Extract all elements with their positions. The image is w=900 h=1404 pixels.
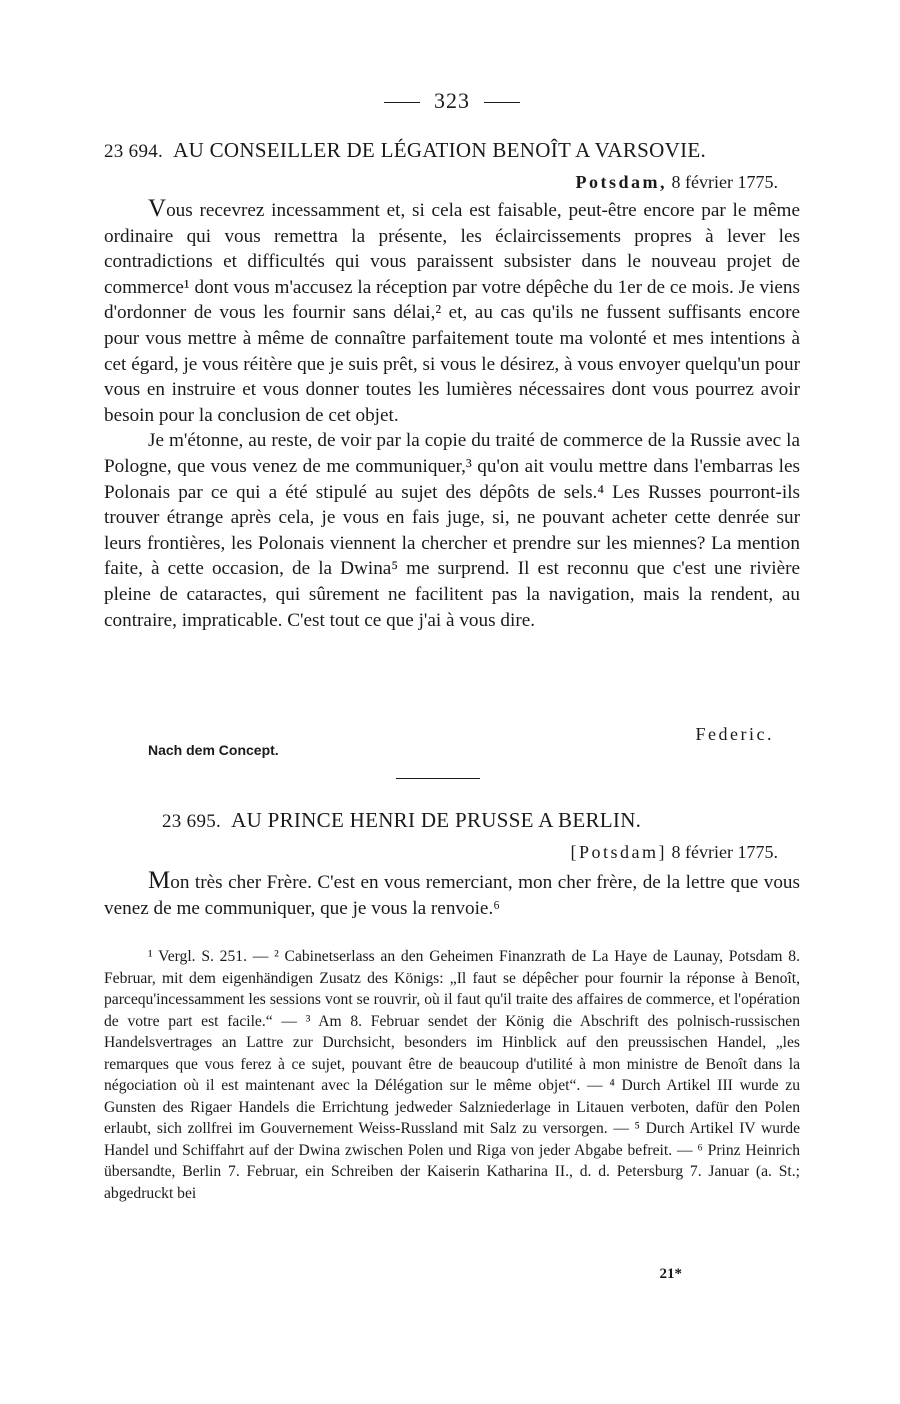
letter-title: AU PRINCE HENRI DE PRUSSE A BERLIN. [231,808,642,832]
paragraph-text: ous recevrez incessamment et, si cela est faisable, peut-être encore par le même ordinaire qui vous remettra la présente, les éclaircissements propres à lever les contradictions et difficultés qui vous paraissent subsister dans le nouveau projet de commerce¹ dont vous m'accusez la réception par votre dépêche du 1er de ce mois. Je viens d'ordonner de vous les fournir sans délai,² et, au cas qu'ils ne fussent suffisants encore pour vous mettre à même de connaître parfaitement toute ma volonté et mes intentions à cet égard, je vous réitère que je suis prêt, si vous le désirez, à vous envoyer quelqu'un pour vous en instruire et vous donner toutes les lumières nécessaires dont vous pourrez avoir besoin pour la conclusion de cet objet. [104,200,800,426]
header-rule-right [484,102,520,103]
signature-mark: 21* [659,1266,682,1282]
footnotes [104,946,800,1204]
letter-number: 23 694. [104,141,164,162]
letter-body [104,868,800,921]
paragraph-text: Je m'étonne, au reste, de voir par la copie du traité de commerce de la Russie avec la Pologne, que vous venez de me communiquer,³ qu'on ait voulu mettre dans l'embarras les Polonais par ce qui a été stipulé au sujet des dépôts de sels.⁴ Les Russes pourront-ils trouver étrange après cela, je vous en fais juge, si, ne pouvant acheter cette denrée sur leurs frontières, les Polonais viennent la chercher et prendre sur les miennes? La mention faite, à cette occasion, de la Dwina⁵ me surprend. Il est reconnu que c'est une rivière pleine de cataractes, qui sûrement ne facilitent pas la navigation, mais la rendent, au contraire, impraticable. C'est tout ce que j'ai à vous dire. [104,430,800,631]
header-rule-left [384,102,420,103]
letter-dateline [571,842,778,863]
dateline-date: 8 février 1775. [671,842,778,862]
dateline-place: Potsdam, [575,172,668,192]
page-number: 323 [434,88,470,113]
section-divider [396,778,480,779]
dateline-place: [Potsdam] [570,842,668,862]
dateline-date: 8 février 1775. [671,172,778,192]
footnote-text: ¹ Vergl. S. 251. — ² Cabinetserlass an den Geheimen Finanzrath de La Haye de Launay, Potsdam 8. Februar, mit dem eigenhändigen Zusatz des Königs: „Il faut se dépêcher pour fournir la réponse à Benoît, parcequ'incessamment les sessions vont se rouvrir, où il faut qu'il traite des affaires de commerce, et l'opération de votre part est facile.“ — ³ Am 8. Februar sendet der König die Abschrift des polnisch-russischen Handelsvertrages an Lattre zur Durchsicht, besonders im Hinblick auf den preussischen Handel, „les remarques que vous ferez à ce sujet, pouvant être de beaucoup d'utilité à mon ministre de Benoît dans la négociation où il est maintenant avec la Délégation sur le même objet“. — ⁴ Durch Artikel III wurde zu Gunsten des Rigaer Handels die Errichtung jedweder Salzniederlage in Litauen verboten, dafür den Polen erlaubt, sich zollfrei im Gouvernement Weiss-Russland mit Salz zu versorgen. — ⁵ Durch Artikel IV wurde Handel und Schiffahrt auf der Dwina zwischen Polen und Riga von jeder Abgabe befreit. — ⁶ Prinz Heinrich übersandte, Berlin 7. Februar, ein Schreiben der Kaiserin Katharina II., d. d. Petersburg 7. Januar (a. St.; abgedruckt bei [104,948,800,1202]
letter-signature: Federic. [695,724,774,744]
letter-heading [104,138,800,163]
paragraph-text: on très cher Frère. C'est en vous remerciant, mon cher frère, de la lettre que vous venez de me communiquer, que je vous la renvoie.⁶ [104,872,800,919]
letter-number: 23 695. [162,811,222,832]
initial-letter: V [148,195,167,222]
page-header [104,88,800,114]
letter-paragraph [104,196,800,428]
letter-paragraph [104,868,800,921]
letter-title: AU CONSEILLER DE LÉGATION BENOÎT A VARSOVIE. [173,138,707,162]
letter-body [104,196,800,633]
initial-letter: M [148,867,171,894]
letter-dateline [576,172,778,193]
letter-heading [162,808,858,833]
source-note: Nach dem Concept. [148,742,279,758]
letter-paragraph [104,428,800,633]
